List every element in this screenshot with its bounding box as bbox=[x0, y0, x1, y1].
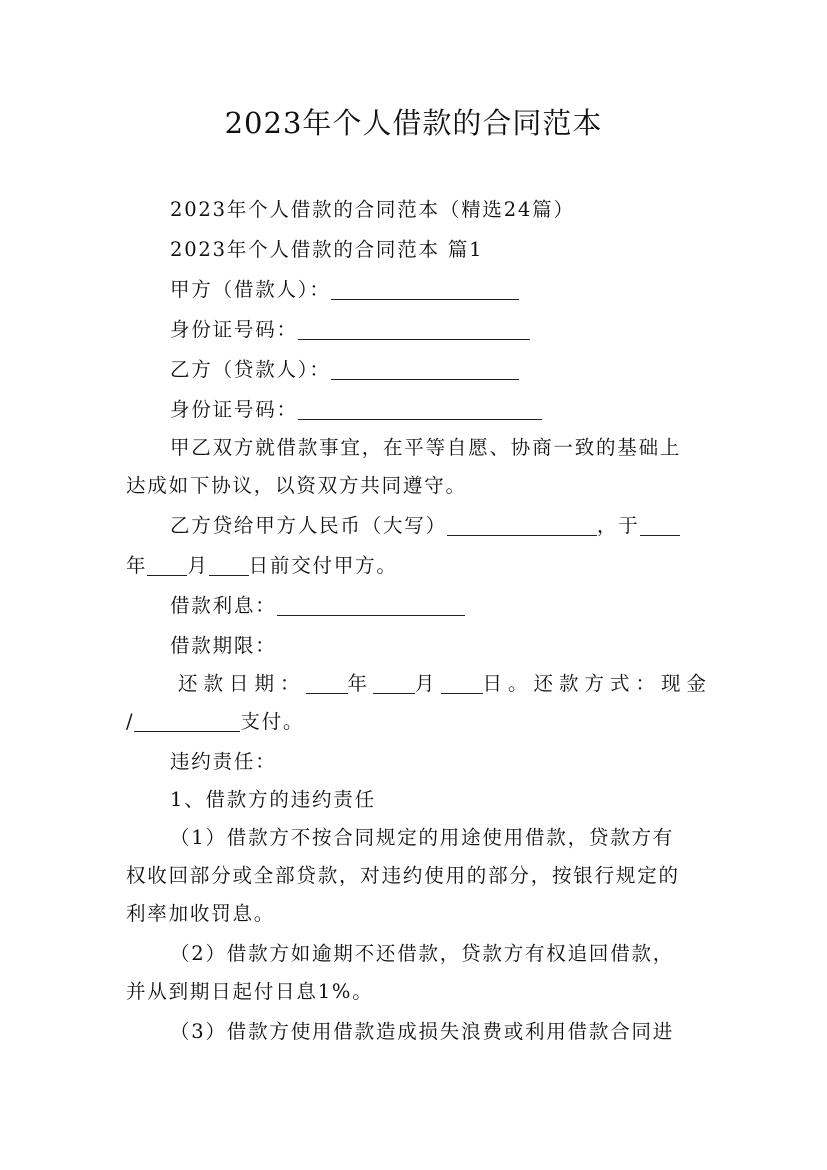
repay-month-blank bbox=[373, 671, 415, 694]
paragraph-line: （2）借款方如逾期不还借款，贷款方有权追回借款， bbox=[170, 942, 675, 965]
document-title: 2023年个人借款的合同范本 bbox=[224, 106, 603, 140]
slash: / bbox=[126, 710, 135, 733]
party-b-label: 乙方（贷款人）： bbox=[170, 358, 331, 381]
paragraph-line: 并从到期日起付日息1%。 bbox=[126, 980, 374, 1003]
paragraph-line: （3）借款方使用借款造成损失浪费或利用借款合同进 bbox=[170, 1020, 675, 1043]
interest-blank bbox=[277, 593, 465, 616]
party-a-line bbox=[126, 270, 750, 310]
party-a-label: 甲方（借款人）： bbox=[170, 278, 331, 301]
party-b-line bbox=[126, 350, 750, 390]
paragraph-line: 甲乙双方就借款事宜，在平等自愿、协商一致的基础上 bbox=[170, 436, 682, 459]
repay-month-label: 月 bbox=[415, 672, 441, 695]
repay-year-label: 年 bbox=[347, 672, 374, 695]
loan-amount-line bbox=[126, 506, 750, 546]
payment-suffix: 支付。 bbox=[240, 710, 305, 733]
year-label: 年 bbox=[126, 554, 148, 577]
party-a-blank bbox=[331, 277, 519, 300]
paragraph-line: 达成如下协议，以资双方共同遵守。 bbox=[126, 474, 467, 497]
term-line: 借款期限： bbox=[170, 634, 277, 657]
day-blank bbox=[209, 553, 249, 576]
repayment-method-label: 日。还款方式：现金 bbox=[482, 672, 713, 695]
month-label: 月 bbox=[187, 554, 209, 577]
loan-amount-label: 乙方贷给甲方人民币（大写） bbox=[170, 514, 447, 537]
party-b-id-line bbox=[126, 390, 750, 430]
repayment-date-line bbox=[126, 664, 758, 704]
delivery-date-line bbox=[126, 546, 706, 586]
paragraph-line: （1）借款方不按合同规定的用途使用借款，贷款方有 bbox=[170, 826, 675, 849]
delivery-suffix: 日前交付甲方。 bbox=[248, 554, 398, 577]
month-blank bbox=[147, 553, 187, 576]
payment-method-line bbox=[126, 702, 706, 742]
breach-heading: 违约责任： bbox=[170, 750, 277, 773]
section-heading: 2023年个人借款的合同范本 篇1 bbox=[170, 238, 484, 261]
borrower-breach-heading: 1、借款方的违约责任 bbox=[170, 788, 376, 811]
party-a-id-blank bbox=[298, 317, 530, 340]
subtitle-line: 2023年个人借款的合同范本（精选24篇） bbox=[170, 198, 575, 221]
interest-line bbox=[126, 586, 750, 626]
party-a-id-label: 身份证号码： bbox=[170, 318, 298, 341]
loan-amount-suffix: ，于 bbox=[596, 514, 640, 537]
paragraph-line: 权收回部分或全部贷款，对违约使用的部分，按银行规定的 bbox=[126, 864, 680, 887]
party-b-id-blank bbox=[298, 397, 542, 420]
party-b-blank bbox=[331, 357, 519, 380]
loan-amount-blank bbox=[447, 513, 597, 536]
payment-method-blank bbox=[134, 709, 240, 732]
repay-year-blank bbox=[306, 671, 348, 694]
year-blank bbox=[640, 513, 680, 536]
repayment-date-label: 还款日期： bbox=[178, 672, 306, 695]
party-b-id-label: 身份证号码： bbox=[170, 398, 298, 421]
repay-day-blank bbox=[441, 671, 483, 694]
party-a-id-line bbox=[126, 310, 750, 350]
interest-label: 借款利息： bbox=[170, 594, 277, 617]
paragraph-line: 利率加收罚息。 bbox=[126, 902, 276, 925]
